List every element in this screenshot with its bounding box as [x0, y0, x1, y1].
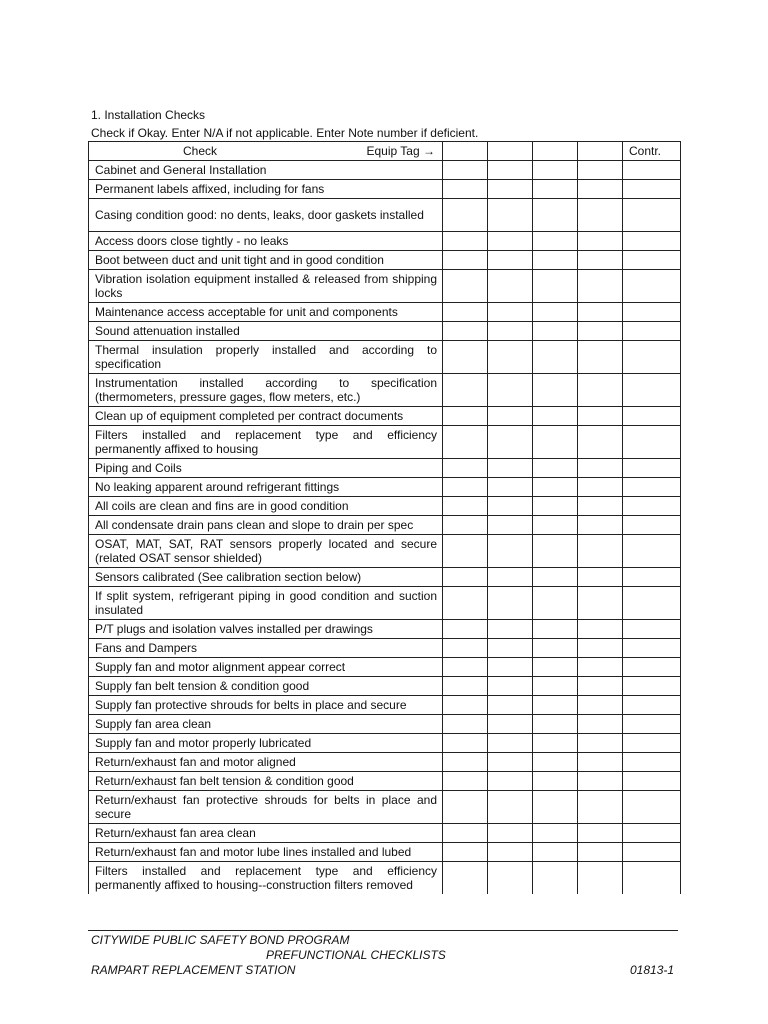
equip-check-cell[interactable]: [443, 407, 488, 426]
equip-check-cell[interactable]: [578, 478, 623, 497]
equip-check-cell[interactable]: [443, 862, 488, 895]
check-item-label: Supply fan and motor properly lubricated: [89, 734, 443, 753]
contr-check-cell[interactable]: [623, 180, 681, 199]
table-row: [89, 677, 681, 696]
check-item-label: Supply fan area clean: [89, 715, 443, 734]
contr-check-cell[interactable]: [623, 639, 681, 658]
equip-check-cell[interactable]: [443, 772, 488, 791]
equip-check-cell[interactable]: [533, 270, 578, 303]
equip-check-cell[interactable]: [578, 535, 623, 568]
contr-check-cell[interactable]: [623, 426, 681, 459]
equip-check-cell[interactable]: [443, 374, 488, 407]
check-item-label: Piping and Coils: [89, 459, 443, 478]
table-row: [89, 568, 681, 587]
equip-check-cell[interactable]: [443, 753, 488, 772]
equip-check-cell[interactable]: [443, 426, 488, 459]
equip-check-cell[interactable]: [533, 587, 578, 620]
equip-check-cell[interactable]: [533, 407, 578, 426]
check-item-label: P/T plugs and isolation valves installed per drawings: [89, 620, 443, 639]
equip-check-cell[interactable]: [488, 791, 533, 824]
contr-check-cell[interactable]: [623, 251, 681, 270]
check-item-label: OSAT, MAT, SAT, RAT sensors properly located and secure (related OSAT sensor shielded): [89, 535, 443, 568]
equip-check-cell[interactable]: [533, 791, 578, 824]
contr-check-cell[interactable]: [623, 374, 681, 407]
check-item-label: Supply fan and motor alignment appear correct: [89, 658, 443, 677]
equip-check-cell[interactable]: [578, 772, 623, 791]
equip-check-cell[interactable]: [488, 407, 533, 426]
equip-check-cell[interactable]: [488, 677, 533, 696]
contr-check-cell[interactable]: [623, 478, 681, 497]
equip-check-cell[interactable]: [578, 791, 623, 824]
check-item-label: Return/exhaust fan area clean: [89, 824, 443, 843]
check-item-label: Access doors close tightly - no leaks: [89, 232, 443, 251]
equip-check-cell[interactable]: [488, 341, 533, 374]
equip-check-cell[interactable]: [443, 459, 488, 478]
equip-check-cell[interactable]: [533, 734, 578, 753]
table-row: [89, 516, 681, 535]
table-row: [89, 620, 681, 639]
check-item-label: Return/exhaust fan and motor lube lines installed and lubed: [89, 843, 443, 862]
equip-check-cell[interactable]: [488, 535, 533, 568]
equip-check-cell[interactable]: [533, 303, 578, 322]
equip-check-cell[interactable]: [533, 639, 578, 658]
table-row: [89, 459, 681, 478]
equip-check-cell[interactable]: [578, 516, 623, 535]
check-item-label: Maintenance access acceptable for unit and components: [89, 303, 443, 322]
header-contr-label: Contr.: [623, 142, 681, 161]
equip-check-cell[interactable]: [578, 862, 623, 895]
equip-check-cell[interactable]: [533, 568, 578, 587]
equip-check-cell[interactable]: [443, 303, 488, 322]
equip-check-cell[interactable]: [533, 753, 578, 772]
table-row: [89, 843, 681, 862]
table-row: [89, 658, 681, 677]
contr-check-cell[interactable]: [623, 459, 681, 478]
equip-check-cell[interactable]: [533, 426, 578, 459]
check-item-label: Thermal insulation properly installed and according to specification: [89, 341, 443, 374]
equip-check-cell[interactable]: [443, 478, 488, 497]
equip-check-cell[interactable]: [533, 341, 578, 374]
equip-check-cell[interactable]: [488, 734, 533, 753]
equip-check-cell[interactable]: [533, 620, 578, 639]
equip-check-cell[interactable]: [488, 568, 533, 587]
equip-check-cell[interactable]: [443, 824, 488, 843]
equip-check-cell[interactable]: [488, 161, 533, 180]
check-item-label: Casing condition good: no dents, leaks, door gaskets installed: [89, 199, 443, 232]
check-item-label: Return/exhaust fan protective shrouds for belts in place and secure: [89, 791, 443, 824]
equip-check-cell[interactable]: [488, 270, 533, 303]
equip-check-cell[interactable]: [533, 251, 578, 270]
contr-check-cell[interactable]: [623, 658, 681, 677]
equip-check-cell[interactable]: [578, 341, 623, 374]
contr-check-cell[interactable]: [623, 199, 681, 232]
equip-check-cell[interactable]: [488, 824, 533, 843]
equip-check-cell[interactable]: [488, 862, 533, 895]
table-row: [89, 535, 681, 568]
check-item-label: Return/exhaust fan and motor aligned: [89, 753, 443, 772]
equip-check-cell[interactable]: [533, 161, 578, 180]
equip-tag-cell-2[interactable]: [488, 142, 533, 161]
equip-check-cell[interactable]: [443, 199, 488, 232]
contr-check-cell[interactable]: [623, 303, 681, 322]
equip-check-cell[interactable]: [443, 658, 488, 677]
footer-station: RAMPART REPLACEMENT STATION: [91, 963, 296, 977]
check-item-label: Vibration isolation equipment installed & released from shipping locks: [89, 270, 443, 303]
check-item-label: Boot between duct and unit tight and in good condition: [89, 251, 443, 270]
equip-check-cell[interactable]: [443, 161, 488, 180]
table-row: [89, 862, 681, 895]
table-row: [89, 180, 681, 199]
equip-check-cell[interactable]: [443, 715, 488, 734]
equip-check-cell[interactable]: [443, 251, 488, 270]
contr-check-cell[interactable]: [623, 497, 681, 516]
contr-check-cell[interactable]: [623, 791, 681, 824]
equip-check-cell[interactable]: [578, 407, 623, 426]
equip-check-cell[interactable]: [443, 497, 488, 516]
equip-check-cell[interactable]: [488, 199, 533, 232]
equip-check-cell[interactable]: [578, 568, 623, 587]
contr-check-cell[interactable]: [623, 734, 681, 753]
equip-check-cell[interactable]: [443, 322, 488, 341]
equip-check-cell[interactable]: [578, 199, 623, 232]
contr-check-cell[interactable]: [623, 270, 681, 303]
equip-check-cell[interactable]: [533, 497, 578, 516]
equip-check-cell[interactable]: [443, 677, 488, 696]
table-row: [89, 341, 681, 374]
check-item-label: No leaking apparent around refrigerant fittings: [89, 478, 443, 497]
equip-check-cell[interactable]: [488, 516, 533, 535]
contr-check-cell[interactable]: [623, 862, 681, 895]
equip-check-cell[interactable]: [533, 478, 578, 497]
equip-check-cell[interactable]: [578, 251, 623, 270]
equip-check-cell[interactable]: [533, 459, 578, 478]
contr-check-cell[interactable]: [623, 535, 681, 568]
check-item-label: Clean up of equipment completed per contract documents: [89, 407, 443, 426]
table-row: [89, 753, 681, 772]
equip-check-cell[interactable]: [578, 843, 623, 862]
check-item-label: Filters installed and replacement type and efficiency permanently affixed to housing--construction filters removed: [89, 862, 443, 895]
equip-tag-cell-3[interactable]: [533, 142, 578, 161]
equip-tag-cell-1[interactable]: [443, 142, 488, 161]
equip-check-cell[interactable]: [488, 232, 533, 251]
table-header-row: [89, 142, 681, 161]
equip-check-cell[interactable]: [578, 587, 623, 620]
equip-check-cell[interactable]: [488, 696, 533, 715]
equip-check-cell[interactable]: [443, 341, 488, 374]
equip-check-cell[interactable]: [488, 772, 533, 791]
equip-check-cell[interactable]: [533, 677, 578, 696]
contr-check-cell[interactable]: [623, 587, 681, 620]
table-row: [89, 161, 681, 180]
table-row: [89, 772, 681, 791]
equip-check-cell[interactable]: [488, 374, 533, 407]
header-check-cell: [89, 142, 443, 161]
equip-check-cell[interactable]: [488, 843, 533, 862]
equip-check-cell[interactable]: [443, 180, 488, 199]
equip-check-cell[interactable]: [533, 658, 578, 677]
equip-check-cell[interactable]: [578, 824, 623, 843]
footer-program: CITYWIDE PUBLIC SAFETY BOND PROGRAM: [91, 933, 350, 947]
equip-check-cell[interactable]: [533, 232, 578, 251]
equip-check-cell[interactable]: [488, 322, 533, 341]
equip-check-cell[interactable]: [578, 426, 623, 459]
footer-checklist-type: PREFUNCTIONAL CHECKLISTS: [266, 948, 446, 962]
table-row: [89, 791, 681, 824]
check-item-label: Sensors calibrated (See calibration section below): [89, 568, 443, 587]
equip-check-cell[interactable]: [488, 587, 533, 620]
contr-check-cell[interactable]: [623, 753, 681, 772]
equip-check-cell[interactable]: [488, 251, 533, 270]
footer-page-number: 01813-1: [630, 963, 675, 977]
equip-check-cell[interactable]: [578, 459, 623, 478]
equip-check-cell[interactable]: [533, 843, 578, 862]
equip-check-cell[interactable]: [578, 374, 623, 407]
contr-check-cell[interactable]: [623, 843, 681, 862]
contr-check-cell[interactable]: [623, 341, 681, 374]
equip-check-cell[interactable]: [533, 516, 578, 535]
table-row: [89, 232, 681, 251]
equip-check-cell[interactable]: [533, 199, 578, 232]
footer-divider: [88, 930, 678, 931]
check-item-label: All condensate drain pans clean and slope to drain per spec: [89, 516, 443, 535]
equip-check-cell[interactable]: [578, 734, 623, 753]
equip-check-cell[interactable]: [578, 715, 623, 734]
equip-check-cell[interactable]: [578, 696, 623, 715]
equip-check-cell[interactable]: [533, 772, 578, 791]
table-row: [89, 715, 681, 734]
table-row: [89, 407, 681, 426]
equip-check-cell[interactable]: [488, 658, 533, 677]
equip-check-cell[interactable]: [488, 478, 533, 497]
table-row: [89, 734, 681, 753]
equip-check-cell[interactable]: [578, 497, 623, 516]
contr-check-cell[interactable]: [623, 824, 681, 843]
equip-check-cell[interactable]: [578, 303, 623, 322]
contr-check-cell[interactable]: [623, 696, 681, 715]
equip-check-cell[interactable]: [533, 322, 578, 341]
equip-check-cell[interactable]: [443, 516, 488, 535]
equip-check-cell[interactable]: [443, 696, 488, 715]
equip-check-cell[interactable]: [488, 180, 533, 199]
check-item-label: Instrumentation installed according to specification (thermometers, pressure gages, flow meters, etc.): [89, 374, 443, 407]
equip-check-cell[interactable]: [533, 374, 578, 407]
check-item-label: Permanent labels affixed, including for fans: [89, 180, 443, 199]
table-row: [89, 587, 681, 620]
equip-check-cell[interactable]: [578, 658, 623, 677]
equip-check-cell[interactable]: [488, 620, 533, 639]
equip-check-cell[interactable]: [533, 180, 578, 199]
check-item-label: If split system, refrigerant piping in good condition and suction insulated: [89, 587, 443, 620]
equip-check-cell[interactable]: [533, 824, 578, 843]
contr-check-cell[interactable]: [623, 322, 681, 341]
equip-check-cell[interactable]: [443, 270, 488, 303]
check-item-label: Cabinet and General Installation: [89, 161, 443, 180]
equip-tag-cell-4[interactable]: [578, 142, 623, 161]
equip-check-cell[interactable]: [578, 677, 623, 696]
equip-check-cell[interactable]: [443, 587, 488, 620]
equip-check-cell[interactable]: [533, 535, 578, 568]
equip-check-cell[interactable]: [443, 639, 488, 658]
contr-check-cell[interactable]: [623, 715, 681, 734]
table-row: [89, 426, 681, 459]
contr-check-cell[interactable]: [623, 772, 681, 791]
table-row: [89, 497, 681, 516]
table-row: [89, 824, 681, 843]
contr-check-cell[interactable]: [623, 407, 681, 426]
table-row: [89, 374, 681, 407]
table-row: [89, 270, 681, 303]
installation-checks-table: [88, 141, 681, 894]
equip-check-cell[interactable]: [488, 639, 533, 658]
contr-check-cell[interactable]: [623, 620, 681, 639]
equip-check-cell[interactable]: [443, 734, 488, 753]
table-row: [89, 251, 681, 270]
equip-check-cell[interactable]: [578, 180, 623, 199]
contr-check-cell[interactable]: [623, 677, 681, 696]
check-item-label: Fans and Dampers: [89, 639, 443, 658]
equip-check-cell[interactable]: [578, 270, 623, 303]
table-row: [89, 696, 681, 715]
table-row: [89, 478, 681, 497]
equip-check-cell[interactable]: [533, 715, 578, 734]
header-equip-tag-label: Equip Tag →: [366, 144, 435, 158]
contr-check-cell[interactable]: [623, 161, 681, 180]
equip-check-cell[interactable]: [488, 753, 533, 772]
check-item-label: Filters installed and replacement type and efficiency permanently affixed to housing: [89, 426, 443, 459]
equip-check-cell[interactable]: [488, 303, 533, 322]
equip-check-cell[interactable]: [443, 620, 488, 639]
equip-check-cell[interactable]: [443, 535, 488, 568]
check-item-label: All coils are clean and fins are in good condition: [89, 497, 443, 516]
equip-check-cell[interactable]: [488, 497, 533, 516]
equip-check-cell[interactable]: [443, 568, 488, 587]
table-row: [89, 322, 681, 341]
equip-check-cell[interactable]: [488, 426, 533, 459]
equip-check-cell[interactable]: [578, 322, 623, 341]
check-item-label: Supply fan belt tension & condition good: [89, 677, 443, 696]
equip-check-cell[interactable]: [578, 232, 623, 251]
checklist-instructions: Check if Okay. Enter N/A if not applicable. Enter Note number if deficient.: [91, 126, 479, 140]
equip-check-cell[interactable]: [533, 862, 578, 895]
equip-check-cell[interactable]: [533, 696, 578, 715]
header-check-label: Check: [183, 144, 218, 158]
table-row: [89, 303, 681, 322]
equip-check-cell[interactable]: [443, 843, 488, 862]
contr-check-cell[interactable]: [623, 232, 681, 251]
equip-check-cell[interactable]: [578, 753, 623, 772]
equip-check-cell[interactable]: [488, 715, 533, 734]
check-item-label: Return/exhaust fan belt tension & condition good: [89, 772, 443, 791]
equip-check-cell[interactable]: [443, 791, 488, 824]
contr-check-cell[interactable]: [623, 568, 681, 587]
table-row: [89, 639, 681, 658]
equip-check-cell[interactable]: [443, 232, 488, 251]
section-heading: 1. Installation Checks: [91, 108, 206, 122]
table-row: [89, 199, 681, 232]
equip-check-cell[interactable]: [578, 639, 623, 658]
contr-check-cell[interactable]: [623, 516, 681, 535]
check-item-label: Supply fan protective shrouds for belts in place and secure: [89, 696, 443, 715]
equip-check-cell[interactable]: [488, 459, 533, 478]
equip-check-cell[interactable]: [578, 161, 623, 180]
equip-check-cell[interactable]: [578, 620, 623, 639]
check-item-label: Sound attenuation installed: [89, 322, 443, 341]
